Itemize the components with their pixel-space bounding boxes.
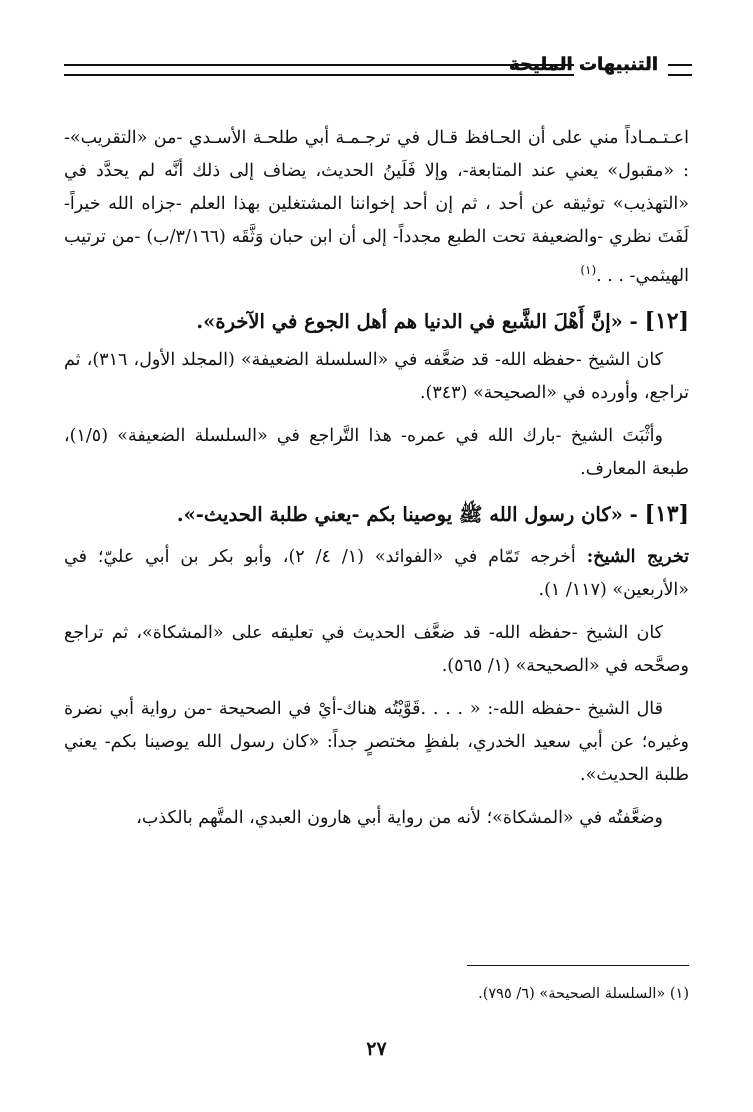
hadith-heading-12 — [64, 305, 689, 338]
paragraph-2: كان الشيخ -حفظه الله- قد ضعَّفه في «السلسلة الضعيفة» (المجلد الأول، ٣١٦)، ثم تراجع، وأورده في «الصحيحة» (٣٤٣). — [64, 349, 689, 403]
header-dash — [668, 64, 692, 76]
takhrij-label: تخريج الشيخ: — [586, 546, 689, 567]
paragraph-3: وأثْبَتَ الشيخ -بارك الله في عمره- هذا التَّراجع في «السلسلة الضعيفة» (١/٥)، طبعة المعارف. — [64, 425, 689, 479]
header-title: التنبيهات المليحة — [509, 54, 658, 75]
hadith-number-13: [١٣] — [644, 500, 689, 527]
hadith-heading-13 — [64, 498, 689, 531]
page-number: ٢٧ — [366, 1038, 387, 1060]
hadith-text-13: - «كان رسول الله ﷺ يوصينا بكم -يعني طلبة الحديث-». — [176, 502, 638, 526]
paragraph-7: وضعَّفتُه في «المشكاة»؛ لأنه من رواية أبي هارون العبدي، المتَّهم بالكذب، — [136, 807, 663, 828]
hadith-number-12: [١٢] — [644, 307, 689, 334]
page-body — [64, 122, 689, 835]
paragraph-4-text: أخرجه تَمّام في «الفوائد» (١/ ٤/ ٢)، وأبو بكر بن أبي عليّ؛ في «الأربعين» (١١٧/ ١). — [64, 546, 689, 600]
paragraph-1 — [64, 122, 689, 293]
hadith-text-12: - «إنَّ أَهْلَ الشَّبع في الدنيا هم أهل الجوع في الآخرة». — [196, 309, 638, 333]
paragraph-5: كان الشيخ -حفظه الله- قد ضعَّف الحديث في تعليقه على «المشكاة»، ثم تراجع وصحَّحه في «الصحيحة» (١/ ٥٦٥). — [64, 622, 689, 676]
running-header — [64, 56, 692, 82]
footnote: (١) «السلسلة الصحيحة» (٦/ ٧٩٥). — [478, 986, 689, 1002]
paragraph-4 — [64, 541, 689, 607]
paragraph-6: قال الشيخ -حفظه الله-: « . . . .قَوَّيْتُه هناك-أيْ في الصحيحة -من رواية أبي نضرة وغيره؛ عن أبي سعيد الخدري، بلفظٍ مختصرٍ جداً: «كان رسول الله يوصينا بكم- يعني طلبة الحديث». — [64, 698, 689, 785]
paragraph-1-text: اعـتـمـاداً مني على أن الحـافظ قـال في ترجـمـة أبي طلحـة الأسـدي -من «التقريب»- : «مقبول» يعني عند المتابعة-، وإلا فَلَينُ الحديث، يضاف إلى ذلك أنَّه لم يحدَّد في «التهذيب» توثيقه عن أحد ، ثم إن أحد إخواننا المشتغلين بهذا العلم -جزاه الله خيراً- لَفَتَ نظري -والضعيفة تحت الطبع مجدداً- إلى أن ابن حبان وَثَّقَه (٣/١٦٦/ب) -من ترتيب الهيثمي- . . . — [64, 128, 690, 286]
header-rule — [64, 64, 574, 76]
footnote-ref: (١) — [580, 263, 597, 277]
footnote-separator — [467, 965, 689, 966]
